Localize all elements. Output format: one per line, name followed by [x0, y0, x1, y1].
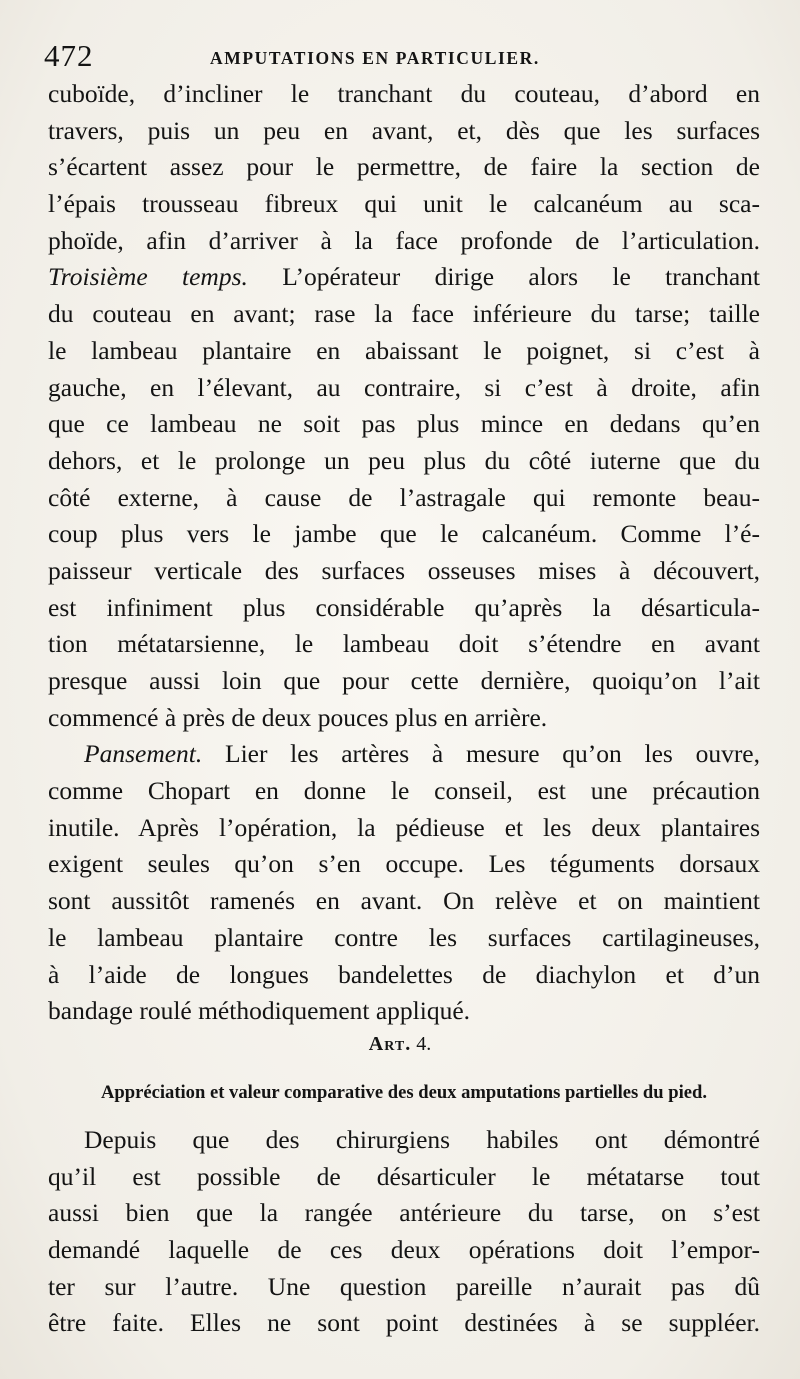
- body-text-section-b: [48, 1122, 760, 1342]
- section-subheading: Appréciation et valeur comparative des deux amputations partielles du pied.: [100, 1082, 707, 1103]
- text-line: le lambeau plantaire contre les surfaces cartilagineuses,: [48, 922, 760, 952]
- text-line: phoïde, afin d’arriver à la face profonde de l’articulation.: [48, 225, 760, 255]
- text-line: ter sur l’autre. Une question pareille n’aurait pas dû: [48, 1271, 760, 1301]
- article-number: 4.: [416, 1033, 432, 1055]
- text-line: exigent seules qu’on s’en occupe. Les téguments dorsaux: [48, 849, 760, 879]
- text-line: bandage roulé méthodiquement appliqué.: [48, 996, 471, 1026]
- text-line: comme Chopart en donne le conseil, est une précaution: [48, 776, 760, 806]
- page-header: [44, 38, 760, 78]
- article-heading: [0, 1024, 800, 1064]
- paragraph-lead-troisieme-temps: Troisième temps.: [48, 262, 248, 292]
- text-line: coup plus vers le jambe que le calcanéum. Comme l’é-: [48, 519, 760, 549]
- text-line: est infiniment plus considérable qu’après la désarticula-: [48, 592, 760, 622]
- text-line: du couteau en avant; rase la face inférieure du tarse; taille: [48, 299, 760, 329]
- text-line: être faite. Elles ne sont point destinées à se suppléer.: [48, 1308, 760, 1338]
- text-line: commencé à près de deux pouces plus en arrière.: [48, 702, 548, 732]
- article-label: Art.: [368, 1033, 412, 1055]
- text-line: à l’aide de longues bandelettes de diachylon et d’un: [48, 959, 760, 989]
- text-line: que ce lambeau ne soit pas plus mince en dedans qu’en: [48, 409, 760, 439]
- text-line: travers, puis un peu en avant, et, dès que les surfaces: [48, 115, 760, 145]
- text-run: L’opérateur dirige alors le tranchant: [247, 262, 760, 292]
- paragraph-troisieme-temps: [48, 259, 760, 296]
- page-number: 472: [44, 38, 94, 73]
- text-line: aussi bien que la rangée antérieure du tarse, on s’est: [48, 1198, 760, 1228]
- text-line: paisseur verticale des surfaces osseuses mises à découvert,: [48, 555, 760, 585]
- text-line: demandé laquelle de ces deux opérations doit l’empor-: [48, 1235, 760, 1265]
- text-line: l’épais trousseau fibreux qui unit le calcanéum au sca-: [48, 189, 760, 219]
- running-title: AMPUTATIONS EN PARTICULIER.: [210, 48, 540, 68]
- text-line: dehors, et le prolonge un peu plus du côté iuterne que du: [48, 445, 760, 475]
- text-line: gauche, en l’élevant, au contraire, si c’est à droite, afin: [48, 372, 760, 402]
- body-text-section-a: [48, 76, 760, 1030]
- text-line: tion métatarsienne, le lambeau doit s’étendre en avant: [48, 629, 760, 659]
- text-run: Lier les artères à mesure qu’on les ouvre,: [202, 739, 760, 769]
- text-line: inutile. Après l’opération, la pédieuse et les deux plantaires: [48, 812, 760, 842]
- text-line: s’écartent assez pour le permettre, de faire la section de: [48, 152, 760, 182]
- text-line: presque aussi loin que pour cette dernière, quoiqu’on l’ait: [48, 666, 760, 695]
- text-line: le lambeau plantaire en abaissant le poignet, si c’est à: [48, 335, 760, 365]
- paragraph-pansement: [48, 736, 760, 773]
- text-line: sont aussitôt ramenés en avant. On relève et on maintient: [48, 886, 760, 916]
- text-line: Depuis que des chirurgiens habiles ont démontré: [84, 1125, 760, 1154]
- text-line: qu’il est possible de désarticuler le métatarse tout: [48, 1161, 760, 1191]
- text-line: cuboïde, d’incliner le tranchant du couteau, d’abord en: [48, 79, 760, 108]
- paragraph-lead-pansement: Pansement.: [84, 739, 203, 769]
- text-line: côté externe, à cause de l’astragale qui remonte beau-: [48, 482, 760, 512]
